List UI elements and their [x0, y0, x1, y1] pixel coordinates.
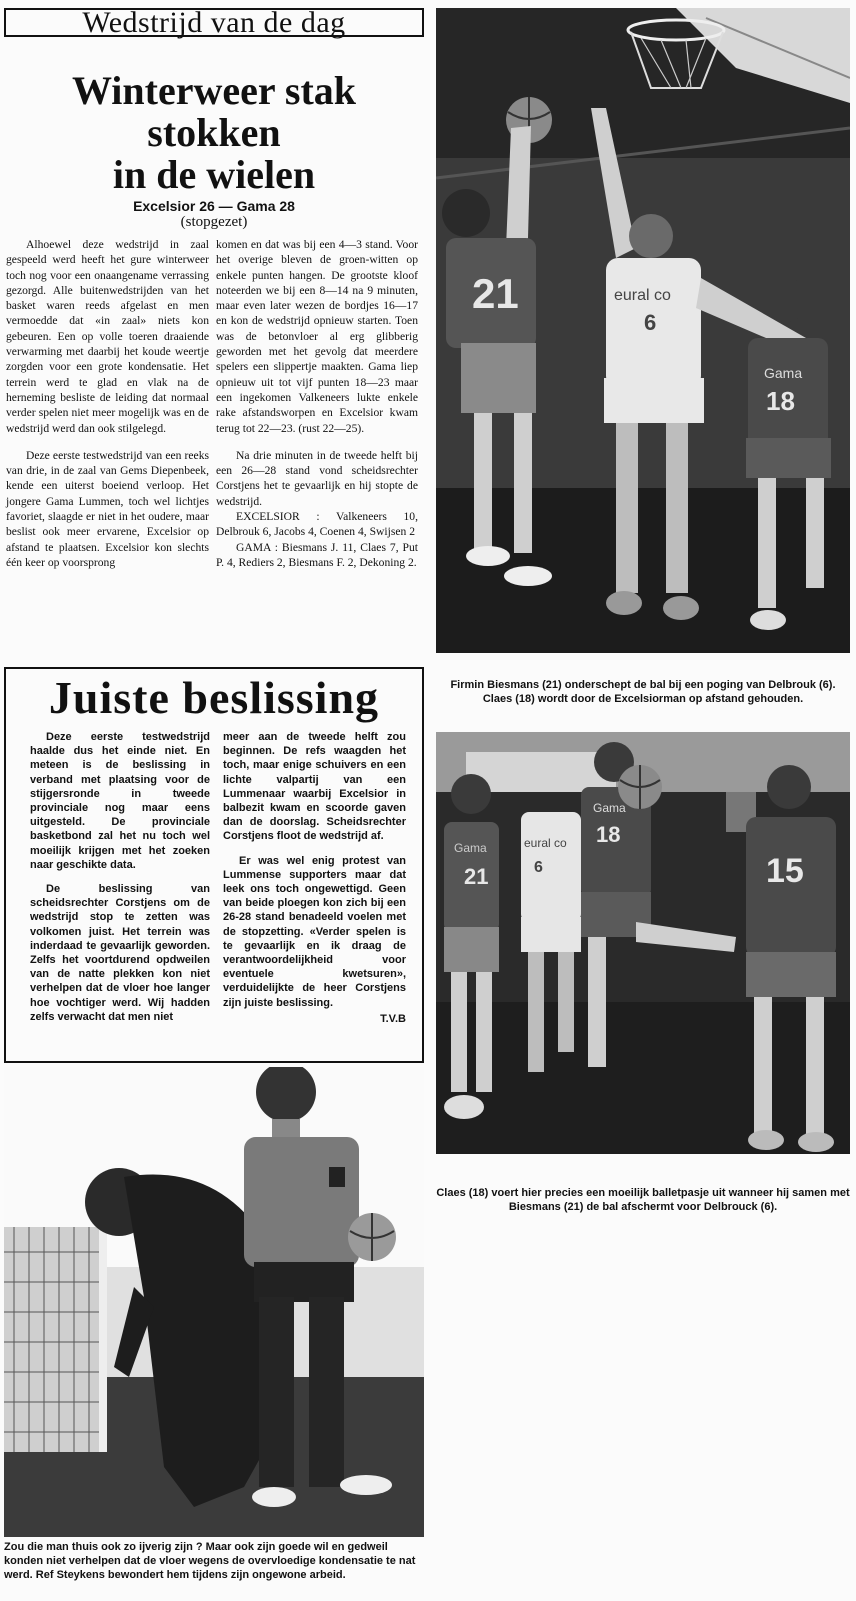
photo-2-caption: Claes (18) voert hier precies een moeilijk balletpasje uit wanneer hij samen met Biesmans (21) de bal afschermt voor Delbrouck (6). — [436, 1187, 850, 1213]
article2-column-2 — [223, 730, 406, 1026]
article1-column-1 — [6, 237, 209, 570]
photo-1-illustration — [436, 8, 850, 653]
paragraph: Deze eerste testwedstrijd van een reeks van drie, in de zaal van Gems Diepenbeek, kende een uiterst boeiend verloop. Het jongere Gama Lummen, toch wel lichtjes favoriet, slaagde er niet in het oudere, maar beslist ook meer ervarene, Excelsior op afstand te plaatsen. Excelsior kon slechts één keer op voorsprong — [6, 448, 209, 569]
paragraph: Na drie minuten in de tweede helft bij een 26—28 stand vond scheidsrechter Corstjens het te gevaarlijk en hij stopte de wedstrijd. — [216, 448, 418, 508]
shirt-print: Gama — [454, 841, 487, 855]
kicker: Wedstrijd van de dag — [82, 6, 346, 39]
jersey-number-21: 21 — [464, 864, 489, 889]
score-line — [4, 198, 424, 230]
paragraph: komen en dat was bij een 4—3 stand. Voor het overige bleven de groen-witten op enkele punten hangen. De grootste kloof noteerden we bij een 8—14 na 9 minuten, maar even later wezen de bordjes 16—17 en kon de wedstrijd opnieuw starten. Toen was de betonvloer al erg glibberig geworden met het gevolg dat meerdere spelers een slippertje maakten. Gama liep opnieuw uit tot vijf punten 18—23 maar een ingekomen Valkeneers lukte enkele rake afstandsworpen en Excelsior kwam terug tot 22—23. (rust 22—25). — [216, 238, 418, 435]
jersey-number-18: 18 — [596, 822, 621, 847]
shirt-print: Gama — [764, 365, 803, 381]
photo-3-illustration — [4, 1067, 424, 1537]
photo-2-illustration — [436, 732, 850, 1154]
shirt-print: eural co — [524, 836, 567, 850]
article1-column-2 — [216, 237, 418, 570]
paragraph: Alhoewel deze wedstrijd in zaal gespeeld werd heeft het gure winterweer toch nog voor een onaangename verrassing gezorgd. Alle buitenwedstrijden van het basket waren reeds afgelast en men vermoedde dat «in zaal» niets kon gebeuren. Een op volle toeren draaiende verwarming met daarbij het koude weertje zorgden voor een grote kondensatie. Het terrein werd te glad en vlak na de herneming besliste de leiding dat normaal verder spelen niet meer mogelijk was en de wedstrijd werd dan ook stilgelegd. — [6, 238, 209, 435]
jersey-number-15: 15 — [766, 852, 804, 890]
author-signature: T.V.B — [380, 1012, 406, 1025]
score: Excelsior 26 — Gama 28 — [133, 198, 295, 214]
headline-line-3: in de wielen — [112, 152, 316, 197]
paragraph: meer aan de tweede helft zou beginnen. De refs waagden het toch, maar enige schuivers en een lichte valpartij van een Lummenaar waarbij Excelsior in balbezit kwam en scoorde gaven dan de doorslag. Scheidsrechter Corstjens floot de wedstrijd af. — [223, 731, 406, 843]
jersey-number-18: 18 — [766, 386, 795, 416]
headline — [4, 70, 424, 196]
headline-line-1: Winterweer stak — [71, 68, 357, 113]
headline-line-2: stokken — [147, 110, 281, 155]
lineup-gama: GAMA : Biesmans J. 11, Claes 7, Put P. 4, Rediers 2, Biesmans F. 2, Dekoning 2. — [216, 540, 418, 569]
paragraph: De beslissing van scheidsrechter Corstjens om de wedstrijd stop te zetten was volkomen juist. Het terrein was inderdaad te gevaarlijk geworden. Zelfs het voortdurend opdweilen van de natte plekken kon niet verhelpen dat de vloer hoe langer hoe vochtiger werd. Wij hadden zelfs verwacht dat men niet — [30, 883, 210, 1023]
photo-3-caption: Zou die man thuis ook zo ijverig zijn ? Maar ook zijn goede wil en gedweil konden niet verhelpen dat de vloer wegens de overvloedige kondensatie te nat werd. Ref Steykens bewondert hem tijdens zijn ongewone arbeid. — [4, 1541, 416, 1581]
jersey-number-21: 21 — [472, 270, 519, 317]
shirt-print: eural co — [614, 287, 671, 304]
article2-column-1 — [30, 730, 210, 1024]
paragraph: Er was wel enig protest van Lummense supporters maar dat leek ons toch ongewettigd. Geen van beide ploegen kon zich bij een 26-28 stand benadeeld voelen met de stopzetting. «Verder spelen is te gevaarlijk en ik draag de verantwoordelijkheid voor eventuele kwetsuren», verduidelijkte de heer Corstjens zijn juiste beslissing. — [223, 854, 406, 1009]
article2-headline: Juiste beslissing — [48, 672, 380, 723]
paragraph: Deze eerste testwedstrijd haalde dus het einde niet. En meteen is de beslissing in verband met plaatsing voor de stijgersronde in tweede provinciale nog maar eens uitgesteld. De provinciale basketbond zal het nu toch wel moeilijk krijgen met het zoeken naar geschikte data. — [30, 731, 210, 871]
photo-players-ball — [436, 732, 850, 1154]
lineup-excelsior: EXCELSIOR : Valkeneers 10, Delbrouk 6, Jacobs 4, Coenen 4, Swijsen 2 — [216, 510, 418, 539]
shirt-print: Gama — [593, 801, 626, 815]
photo-1-caption: Firmin Biesmans (21) onderschept de bal bij een poging van Delbrouk (6). Claes (18) wordt door de Excelsiorman op afstand gehouden. — [450, 679, 836, 705]
jersey-number-6: 6 — [644, 310, 657, 335]
photo-basketball-jump — [436, 8, 850, 653]
photo-floor-mopping — [4, 1067, 424, 1537]
jersey-number-6: 6 — [534, 859, 543, 876]
match-status: (stopgezet) — [180, 214, 248, 230]
